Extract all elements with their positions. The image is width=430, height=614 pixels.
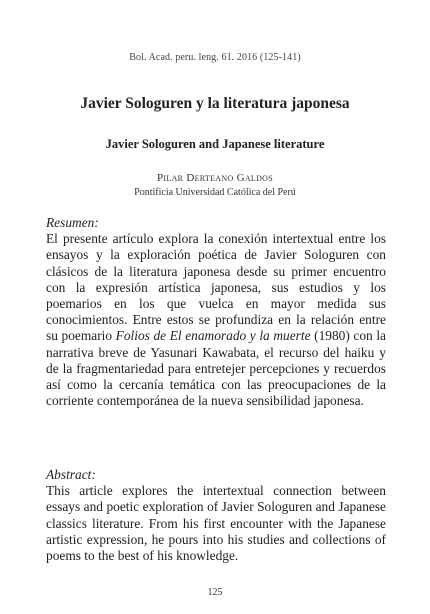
resumen-body <box>46 231 386 409</box>
resumen-section <box>46 215 386 409</box>
resumen-text-part-1: El presente artículo explora la conexión intertextual entre los ensayos y la exploración poética de Javier Sologuren con clásicos de la literatura japonesa desde su primer encuentro con la expresión artística japonesa, sus estudios y los poemarios en los que vuelca en mayor medida sus conocimientos. Entre estos se profundiza en la relación entre su poemario <box>46 231 386 344</box>
resumen-text-part-2: (1980) con la narrativa breve de Yasunari Kawabata, el recurso del haiku y de la fragmentariedad para entretejer percepciones y recuerdos así como la cercanía temática con las preocupaciones de la corriente contemporánea de la nueva sensibilidad japonesa. <box>46 328 387 409</box>
author-affiliation: Pontificia Universidad Católica del Perú <box>134 187 296 198</box>
author-name: Pilar Derteano Galdos <box>157 172 273 184</box>
abstract-heading: Abstract: <box>46 467 96 482</box>
abstract-section <box>46 467 386 564</box>
article-subtitle: Javier Sologuren and Japanese literature <box>105 137 325 151</box>
resumen-heading: Resumen: <box>46 215 99 230</box>
resumen-work-title: Folios de El enamorado y la muerte <box>115 328 311 344</box>
journal-reference: Bol. Acad. peru. leng. 61. 2016 (125-141) <box>129 52 301 63</box>
article-title: Javier Sologuren y la literatura japonesa <box>80 95 350 112</box>
page-number: 125 <box>207 587 223 598</box>
abstract-body: This article explores the intertextual connection between essays and poetic exploration of Javier Sologuren and Japanese classics literature. From his first encounter with the Japanese artistic expression, he pours into his studies and collections of poems to the best of his knowledge. <box>46 483 386 564</box>
